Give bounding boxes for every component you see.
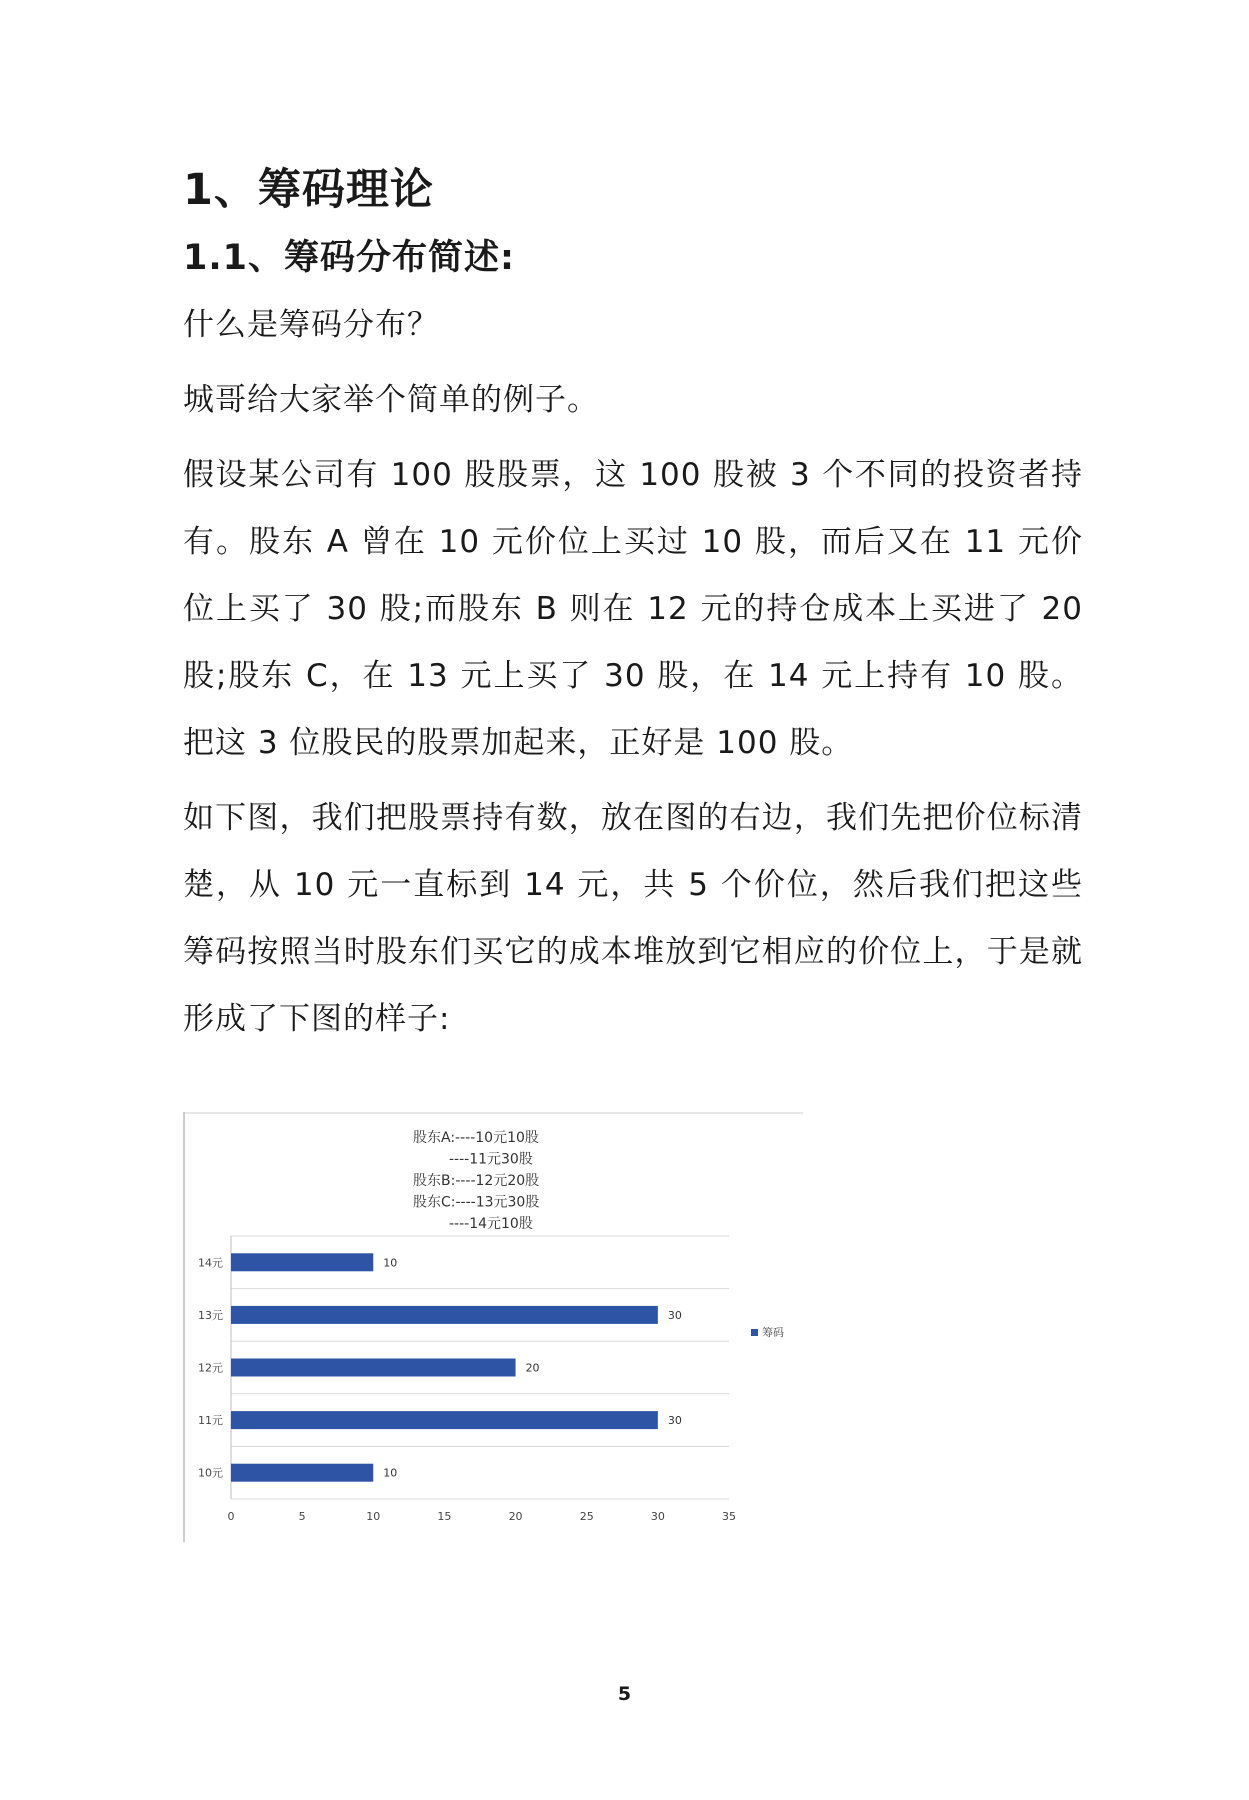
chart-x-tick-label: 0 <box>227 1510 235 1523</box>
page-number: 5 <box>617 1683 632 1705</box>
paragraph-explanation: 如下图，我们把股票持有数，放在图的右边，我们先把价位标清楚，从 10 元一直标到 14 元，共 5 个价位，然后我们把这些筹码按照当时股东们买它的成本堆放到它相应的价位上，于是就形成了下图的样子: <box>183 800 1083 1037</box>
chart-category-label: 14元 <box>198 1256 223 1270</box>
chart-legend-swatch <box>751 1329 758 1336</box>
chart-category-label: 10元 <box>198 1466 223 1480</box>
chart-data-label: 10 <box>383 1256 398 1270</box>
paragraph-example: 假设某公司有 100 股股票，这 100 股被 3 个不同的投资者持有。股东 A 曾在 10 元价位上买过 10 股，而后又在 11 元价位上买了 30 股;而股东 B 则在 12 元的持仓成本上买进了 20 股;股东 C，在 13 元上买了 30 股，在 14 元上持有 10 股。把这 3 位股民的股票加起来，正好是 100 股。 <box>183 457 1083 761</box>
chart-x-tick-label: 15 <box>437 1510 452 1523</box>
chart-data-label: 30 <box>667 1414 682 1428</box>
chip-distribution-chart <box>183 1112 803 1542</box>
chart-bar <box>231 1253 373 1271</box>
chart-x-tick-label: 20 <box>508 1510 523 1523</box>
chart-data-label: 20 <box>525 1361 540 1375</box>
chart-x-tick-label: 5 <box>298 1510 306 1523</box>
chart-bar <box>231 1306 658 1324</box>
chart-x-tick-label: 35 <box>722 1510 736 1523</box>
text-content <box>183 160 1083 1053</box>
chart-title-line: 股东A:----10元10股 <box>413 1130 539 1146</box>
chart-data-label: 10 <box>383 1466 398 1480</box>
chart-x-tick-label: 25 <box>579 1510 594 1523</box>
chart-data-label: 30 <box>667 1308 682 1322</box>
section-heading: 1.1、筹码分布简述: <box>183 238 515 278</box>
chart-legend-label: 筹码 <box>762 1326 784 1339</box>
chart-bar <box>231 1464 373 1482</box>
chart-title-line: ----14元10股 <box>449 1216 533 1232</box>
chart-category-label: 12元 <box>198 1361 223 1375</box>
chart-bar <box>231 1411 658 1429</box>
chart-svg <box>183 1112 803 1542</box>
chart-title-line: 股东C:----13元30股 <box>413 1194 540 1211</box>
chart-category-label: 13元 <box>198 1308 223 1322</box>
paragraph-intro: 城哥给大家举个简单的例子。 <box>183 382 599 418</box>
chart-category-label: 11元 <box>198 1414 223 1428</box>
paragraph-question: 什么是筹码分布？ <box>183 307 439 343</box>
chart-title-line: 股东B:----12元20股 <box>413 1173 540 1189</box>
chart-bar <box>231 1359 516 1377</box>
chapter-heading: 1、筹码理论 <box>183 165 434 215</box>
chart-title-line: ----11元30股 <box>449 1151 533 1168</box>
chart-x-tick-label: 30 <box>650 1510 665 1523</box>
chart-x-tick-label: 10 <box>366 1510 381 1523</box>
